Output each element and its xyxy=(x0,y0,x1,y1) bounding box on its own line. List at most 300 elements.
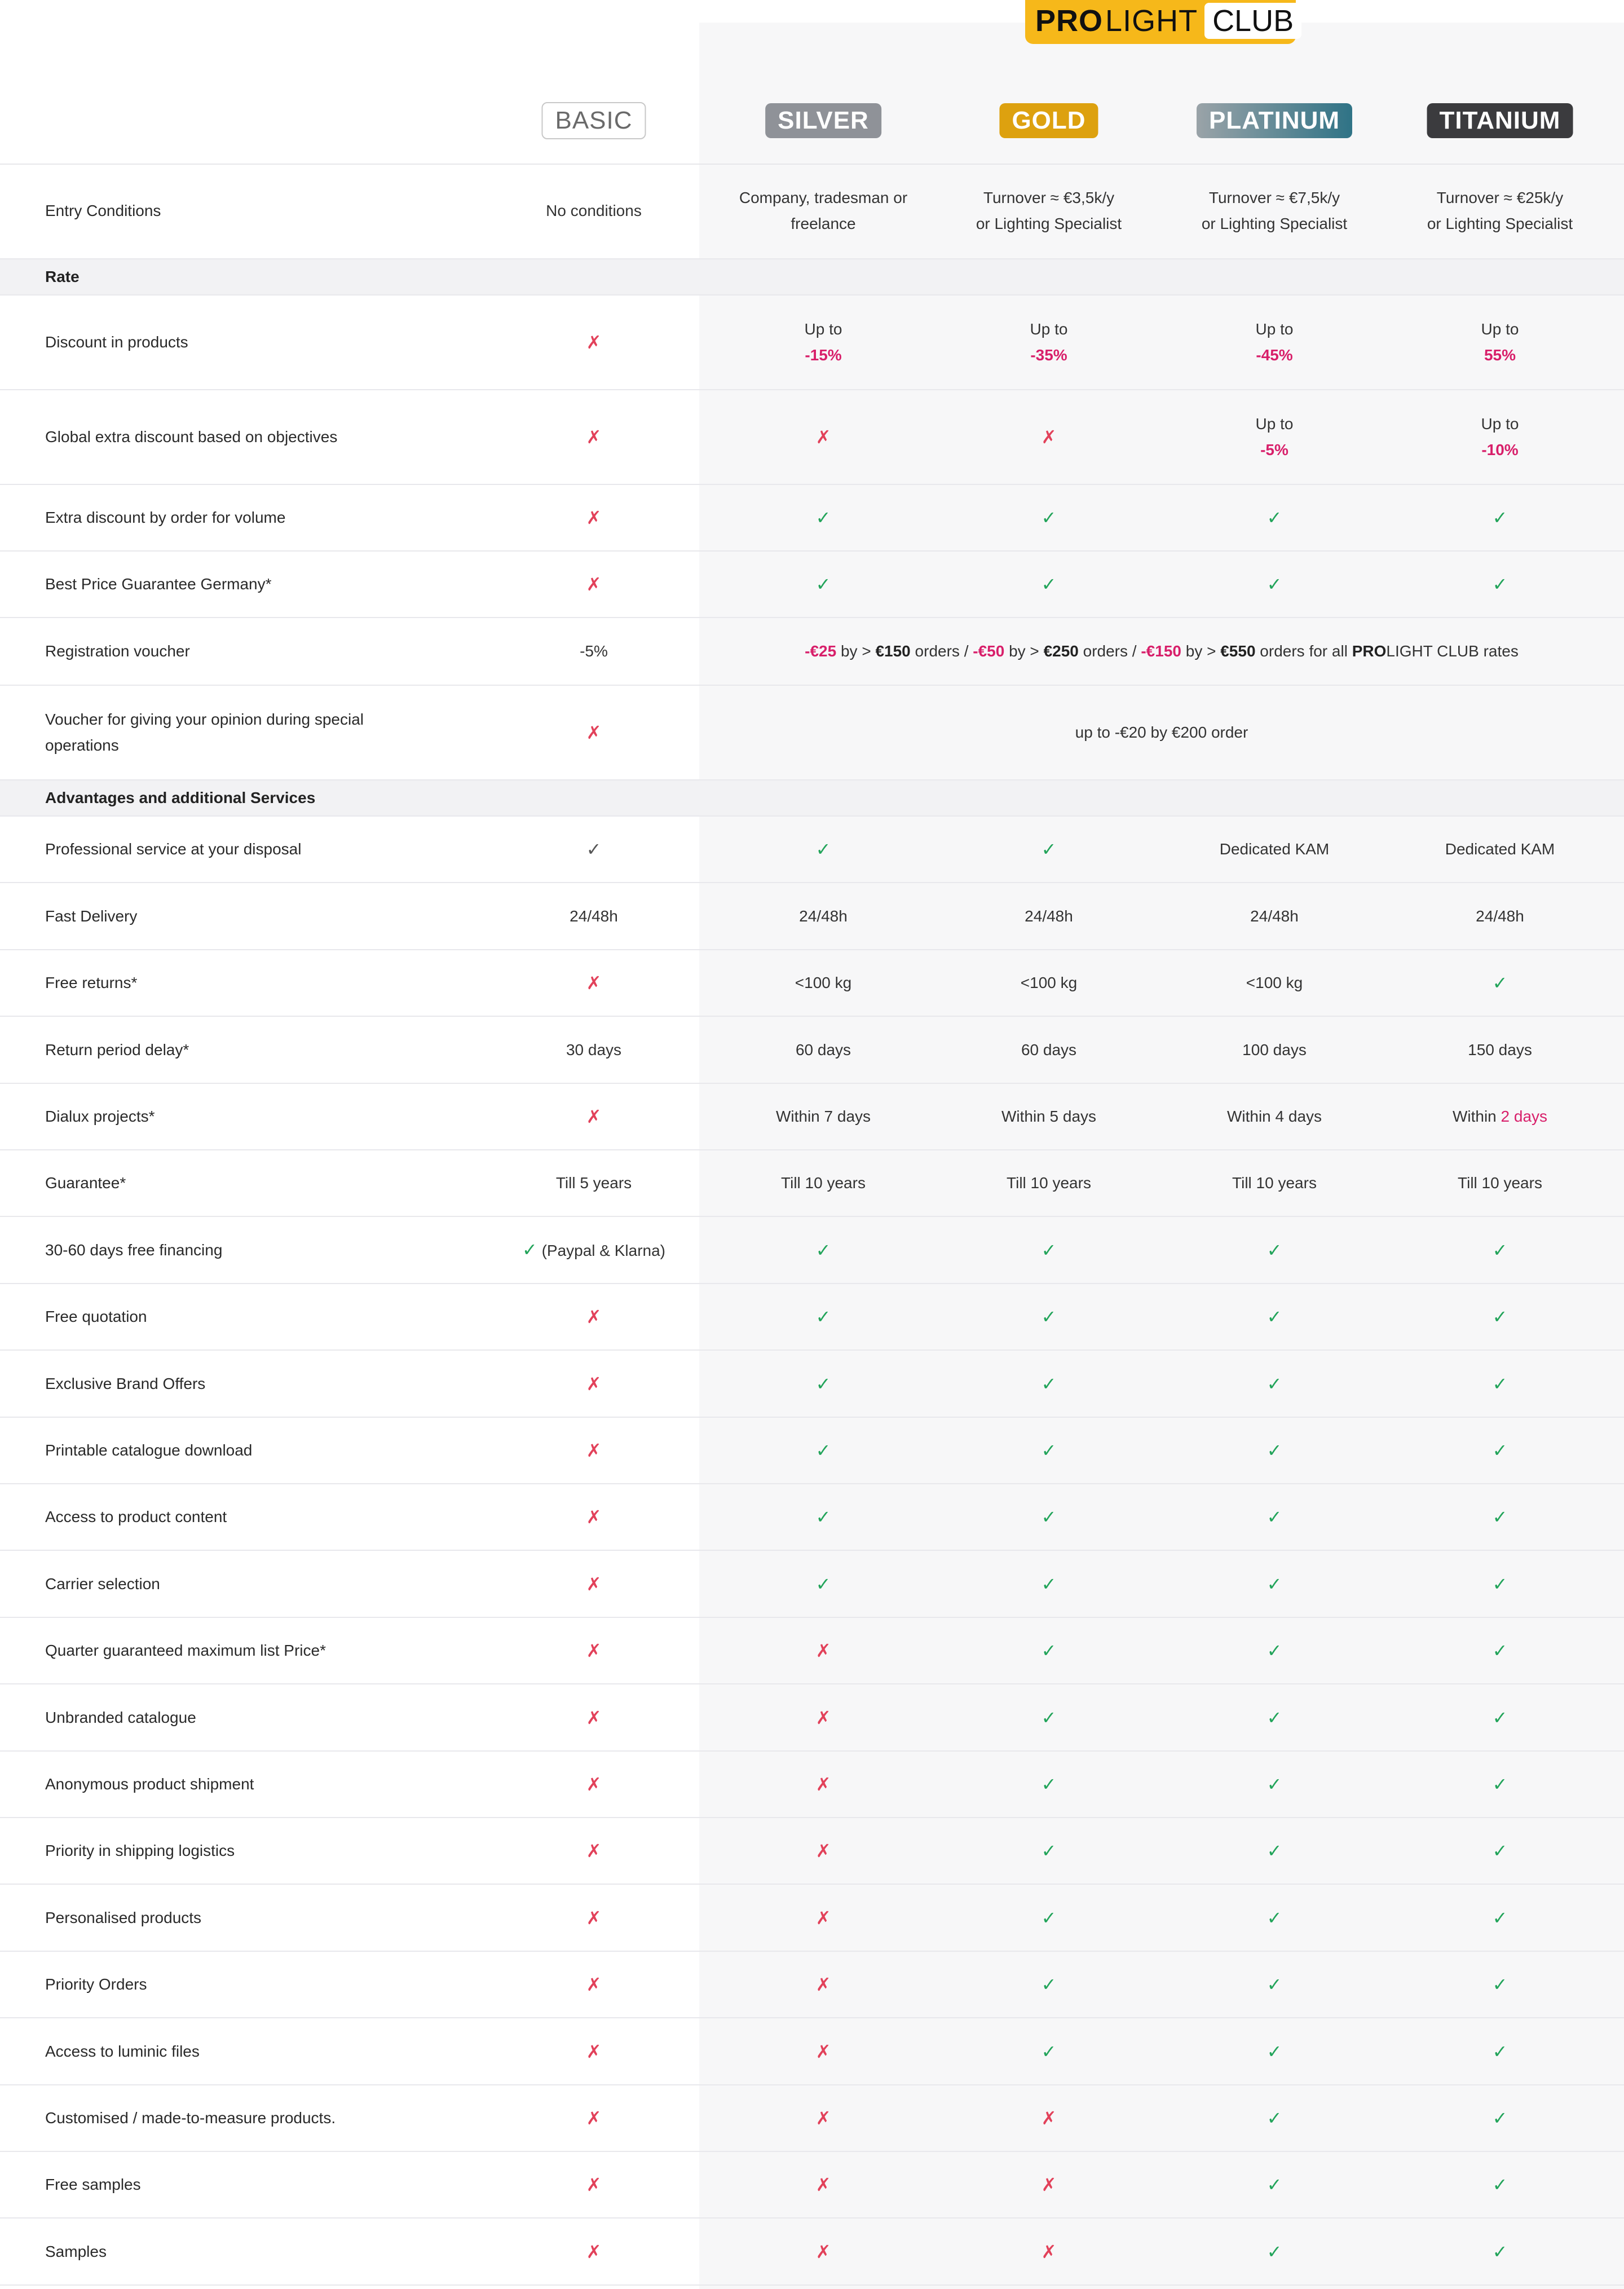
cell-gold xyxy=(939,1084,1159,1149)
cross-icon: ✗ xyxy=(815,2241,831,2262)
check-icon: ✓ xyxy=(1041,1907,1057,1928)
cell-value xyxy=(1021,970,1077,996)
cell-titanium xyxy=(1390,883,1610,949)
cross-icon: ✗ xyxy=(815,1707,831,1728)
cross-icon: ✗ xyxy=(1041,2108,1057,2128)
row-label: Registration voucher xyxy=(45,642,190,660)
check-icon: ✓ xyxy=(1266,508,1282,528)
cell-titanium xyxy=(1390,485,1610,550)
cell-silver xyxy=(713,1217,933,1283)
cell-basic xyxy=(484,2152,704,2217)
global-extra-row xyxy=(0,390,1624,485)
voucher-sep: orders / xyxy=(1078,642,1141,660)
cell-gold xyxy=(939,2219,1159,2284)
check-icon: ✓ xyxy=(1492,1373,1508,1394)
cross-icon: ✗ xyxy=(586,1707,602,1728)
cell-basic xyxy=(484,1752,704,1817)
cross-icon: ✗ xyxy=(1041,2175,1057,2195)
section-advantages-label: Advantages and additional Services xyxy=(45,789,316,806)
check-icon: ✓ xyxy=(1266,1774,1282,1794)
check-icon: ✓ xyxy=(1492,1307,1508,1327)
cell-text: Till 10 years xyxy=(1458,1174,1542,1192)
cell-platinum xyxy=(1164,1952,1384,2017)
tier-header-row xyxy=(0,0,1624,165)
up-to-text: Up to xyxy=(1481,320,1519,338)
row-label: Discount in products xyxy=(45,333,188,351)
entry-titanium-line1: Turnover ≈ €25k/y xyxy=(1436,189,1564,206)
cross-icon: ✗ xyxy=(815,1907,831,1928)
cell-platinum xyxy=(1164,1418,1384,1483)
row-label: Access to product content xyxy=(45,1508,227,1525)
cell-basic xyxy=(484,817,704,882)
discount-basic xyxy=(484,296,704,389)
check-icon: ✓ xyxy=(815,1440,831,1461)
cell-platinum xyxy=(1164,1284,1384,1349)
check-icon: ✓ xyxy=(1266,1507,1282,1527)
row-label: Access to luminic files xyxy=(45,2042,200,2060)
cell-value xyxy=(1453,1104,1547,1130)
check-icon: ✓ xyxy=(1041,1974,1057,1995)
feature-row xyxy=(0,1885,1624,1952)
check-icon: ✓ xyxy=(1492,1240,1508,1260)
cell-gold xyxy=(939,485,1159,550)
cell-text: 24/48h xyxy=(1250,907,1299,925)
check-icon: ✓ xyxy=(1492,1841,1508,1861)
cell-basic xyxy=(484,2219,704,2284)
cell-value xyxy=(570,903,618,929)
cell-basic xyxy=(484,1150,704,1216)
cell-basic xyxy=(484,552,704,617)
logo-club: CLUB xyxy=(1204,3,1301,39)
cell-value xyxy=(1025,903,1073,929)
voucher-pro: PRO xyxy=(1352,642,1387,660)
check-icon: ✓ xyxy=(1266,574,1282,594)
cell-text: Till 5 years xyxy=(555,1174,632,1192)
check-icon: ✓ xyxy=(1492,1507,1508,1527)
cell-titanium xyxy=(1390,950,1610,1016)
cross-icon: ✗ xyxy=(586,2175,602,2195)
cross-icon: ✗ xyxy=(586,1640,602,1661)
cell-text: 24/48h xyxy=(799,907,848,925)
tier-titanium-badge: TITANIUM xyxy=(1427,103,1573,138)
cell-basic xyxy=(484,1818,704,1884)
cell-platinum xyxy=(1164,950,1384,1016)
entry-conditions-row xyxy=(0,164,1624,259)
cell-value xyxy=(566,1037,621,1063)
cell-silver xyxy=(713,1952,933,2017)
feature-row xyxy=(0,1952,1624,2018)
row-label: Priority Orders xyxy=(45,1975,147,1993)
cell-gold xyxy=(939,2018,1159,2084)
opinion-label-line1: Voucher for giving your opinion during special xyxy=(45,711,364,728)
cell-gold xyxy=(939,1284,1159,1349)
cell-value xyxy=(1232,1170,1317,1196)
global-extra-basic xyxy=(484,390,704,484)
voucher-pro-club xyxy=(699,618,1624,685)
cell-text: <100 kg xyxy=(1020,974,1078,991)
voucher-order: €250 xyxy=(1043,642,1079,660)
feature-row xyxy=(0,2018,1624,2085)
cell-value xyxy=(1250,903,1299,929)
entry-basic xyxy=(484,164,704,258)
check-icon: ✓ xyxy=(1492,1707,1508,1728)
cell-silver xyxy=(713,2152,933,2217)
cross-icon: ✗ xyxy=(815,1640,831,1661)
discount-value: -5% xyxy=(1260,441,1288,458)
feature-row xyxy=(0,817,1624,883)
cell-value xyxy=(796,1037,851,1063)
cell-text: 60 days xyxy=(1021,1040,1077,1059)
row-label: Anonymous product shipment xyxy=(45,1775,254,1793)
row-label: Free quotation xyxy=(45,1308,147,1325)
cell-basic xyxy=(484,1885,704,1951)
feature-row xyxy=(0,1084,1624,1150)
cell-basic xyxy=(484,1017,704,1083)
cross-icon: ✗ xyxy=(586,332,602,352)
cross-icon: ✗ xyxy=(586,1907,602,1928)
check-icon: ✓ xyxy=(815,1373,831,1394)
cell-text: 24/48h xyxy=(1476,907,1524,925)
check-icon: ✓ xyxy=(1492,508,1508,528)
cell-text: Till 10 years xyxy=(781,1174,866,1192)
cell-silver xyxy=(713,552,933,617)
row-label: Samples xyxy=(45,2242,107,2260)
check-icon: ✓ xyxy=(1492,574,1508,594)
cross-icon: ✗ xyxy=(1041,2241,1057,2262)
cell-value xyxy=(1021,1037,1076,1063)
row-label: Guarantee* xyxy=(45,1174,126,1192)
up-to-text: Up to xyxy=(1255,415,1294,433)
cell-text: 24/48h xyxy=(570,907,618,925)
cell-platinum xyxy=(1164,1885,1384,1951)
cross-icon: ✗ xyxy=(586,427,602,447)
check-icon: ✓ xyxy=(1041,1707,1057,1728)
check-icon: ✓ xyxy=(1266,2041,1282,2062)
row-label: 30-60 days free financing xyxy=(45,1241,223,1259)
entry-platinum xyxy=(1164,164,1384,258)
entry-platinum-line2: or Lighting Specialist xyxy=(1201,215,1348,232)
voucher-by: by > xyxy=(836,642,876,660)
entry-titanium-line2: or Lighting Specialist xyxy=(1427,215,1573,232)
cell-platinum xyxy=(1164,1752,1384,1817)
discount-row xyxy=(0,296,1624,390)
tier-basic-badge: BASIC xyxy=(541,102,646,139)
cell-text: <100 kg xyxy=(795,974,852,991)
voucher-basic-value: -5% xyxy=(580,642,608,660)
check-icon: ✓ xyxy=(1041,839,1057,859)
check-icon: ✓ xyxy=(1266,1573,1282,1594)
row-label: Global extra discount based on objectives xyxy=(45,428,338,446)
feature-row xyxy=(0,1484,1624,1551)
check-icon: ✓ xyxy=(1041,508,1057,528)
check-icon: ✓ xyxy=(1041,1307,1057,1327)
cell-value xyxy=(1458,1170,1542,1196)
cell-titanium xyxy=(1390,2085,1610,2151)
cell-basic xyxy=(484,1551,704,1617)
cell-platinum xyxy=(1164,883,1384,949)
cell-value xyxy=(781,1170,866,1196)
row-label: Unbranded catalogue xyxy=(45,1708,196,1726)
row-label: Customised / made-to-measure products. xyxy=(45,2109,336,2127)
row-label: Return period delay* xyxy=(45,1040,189,1059)
check-icon: ✓ xyxy=(1041,1507,1057,1527)
voucher-sep: orders / xyxy=(910,642,973,660)
logo-pro: PRO xyxy=(1035,4,1104,38)
financing-note: (Paypal & Klarna) xyxy=(537,1241,666,1259)
feature-row xyxy=(0,1217,1624,1284)
entry-titanium xyxy=(1390,164,1610,258)
cell-platinum xyxy=(1164,1684,1384,1750)
cross-icon: ✗ xyxy=(586,2041,602,2062)
feature-row xyxy=(0,2085,1624,2152)
cell-text: Within xyxy=(1452,1108,1501,1125)
cell-gold xyxy=(939,1885,1159,1951)
cell-gold xyxy=(939,1484,1159,1550)
cell-basic xyxy=(484,950,704,1016)
voucher-amount: -€25 xyxy=(805,642,837,660)
cross-icon: ✗ xyxy=(815,2041,831,2062)
feature-row xyxy=(0,1551,1624,1618)
cross-icon: ✗ xyxy=(815,1841,831,1861)
entry-gold-line2: or Lighting Specialist xyxy=(976,215,1122,232)
cell-platinum xyxy=(1164,1084,1384,1149)
feature-row xyxy=(0,1818,1624,1885)
entry-platinum-line1: Turnover ≈ €7,5k/y xyxy=(1208,189,1340,206)
opinion-voucher-row xyxy=(0,686,1624,780)
cell-titanium xyxy=(1390,2152,1610,2217)
check-icon: ✓ xyxy=(1041,574,1057,594)
cell-gold xyxy=(939,1618,1159,1683)
row-label: Free returns* xyxy=(45,974,138,991)
cell-platinum xyxy=(1164,817,1384,882)
tier-gold-badge: GOLD xyxy=(999,103,1098,138)
cell-text: Within 4 days xyxy=(1226,1108,1322,1125)
cell-text: Dedicated KAM xyxy=(1445,840,1555,858)
up-to-text: Up to xyxy=(1030,320,1068,338)
cell-value xyxy=(1476,903,1524,929)
cell-titanium xyxy=(1390,1684,1610,1750)
row-label: Professional service at your disposal xyxy=(45,840,302,858)
cell-basic xyxy=(484,485,704,550)
opinion-basic xyxy=(484,686,704,779)
discount-value: -45% xyxy=(1256,346,1293,364)
feature-row xyxy=(0,1017,1624,1084)
check-icon: ✓ xyxy=(1492,1640,1508,1661)
opinion-pro-club xyxy=(699,686,1624,779)
check-icon: ✓ xyxy=(1266,1974,1282,1995)
cell-basic xyxy=(484,883,704,949)
cell-titanium xyxy=(1390,1885,1610,1951)
check-icon: ✓ xyxy=(815,508,831,528)
cell-value xyxy=(1246,970,1303,996)
check-icon: ✓ xyxy=(1041,1240,1057,1260)
cell-gold xyxy=(939,883,1159,949)
tier-platinum-badge: PLATINUM xyxy=(1197,103,1352,138)
check-icon: ✓ xyxy=(815,1507,831,1527)
check-icon: ✓ xyxy=(522,1239,537,1260)
cross-icon: ✗ xyxy=(815,1774,831,1794)
voucher-rest: LIGHT CLUB rates xyxy=(1386,642,1519,660)
check-icon: ✓ xyxy=(1266,2108,1282,2128)
discount-platinum xyxy=(1164,296,1384,389)
cell-gold xyxy=(939,1752,1159,1817)
cell-basic xyxy=(484,1217,704,1283)
cell-gold xyxy=(939,1351,1159,1417)
logo-light: LIGHT xyxy=(1105,4,1198,38)
feature-row xyxy=(0,1418,1624,1484)
row-label: Best Price Guarantee Germany* xyxy=(45,575,272,593)
cell-titanium xyxy=(1390,1284,1610,1349)
check-icon: ✓ xyxy=(1041,1841,1057,1861)
entry-basic-text: No conditions xyxy=(546,202,642,219)
entry-silver-line1: Company, tradesman or xyxy=(739,189,908,206)
check-icon: ✓ xyxy=(1266,1841,1282,1861)
cell-titanium xyxy=(1390,1217,1610,1283)
check-icon: ✓ xyxy=(1266,1640,1282,1661)
cell-basic xyxy=(484,1618,704,1683)
cross-icon: ✗ xyxy=(586,1507,602,1527)
entry-silver-line2: freelance xyxy=(791,215,856,232)
discount-value: -15% xyxy=(805,346,842,364)
cell-basic xyxy=(484,1484,704,1550)
feature-row xyxy=(0,1684,1624,1752)
cell-platinum xyxy=(1164,1217,1384,1283)
up-to-text: Up to xyxy=(1255,320,1294,338)
global-extra-silver xyxy=(713,390,933,484)
cell-silver xyxy=(713,2018,933,2084)
cell-silver xyxy=(713,1618,933,1683)
cross-icon: ✗ xyxy=(586,1974,602,1995)
cell-gold xyxy=(939,1952,1159,2017)
cell-gold xyxy=(939,1551,1159,1617)
cell-titanium xyxy=(1390,1150,1610,1216)
check-icon: ✓ xyxy=(1041,1373,1057,1394)
cell-platinum xyxy=(1164,2085,1384,2151)
row-label: Exclusive Brand Offers xyxy=(45,1374,206,1392)
registration-voucher-row xyxy=(0,618,1624,686)
cell-titanium xyxy=(1390,1818,1610,1884)
cell-silver xyxy=(713,2085,933,2151)
cell-titanium xyxy=(1390,552,1610,617)
cell-titanium xyxy=(1390,2219,1610,2284)
feature-row xyxy=(0,1150,1624,1217)
entry-gold xyxy=(939,164,1159,258)
cell-value xyxy=(1220,836,1330,862)
check-icon: ✓ xyxy=(1041,1640,1057,1661)
cell-titanium xyxy=(1390,1551,1610,1617)
cross-icon: ✗ xyxy=(586,1774,602,1794)
voucher-basic xyxy=(484,618,704,685)
cell-gold xyxy=(939,1150,1159,1216)
discount-gold xyxy=(939,296,1159,389)
discount-titanium xyxy=(1390,296,1610,389)
up-to-text: Up to xyxy=(804,320,842,338)
cross-icon: ✗ xyxy=(586,722,602,743)
check-icon: ✓ xyxy=(1492,1907,1508,1928)
cross-icon: ✗ xyxy=(586,1307,602,1327)
cell-value xyxy=(776,1104,871,1130)
check-icon: ✓ xyxy=(1492,1974,1508,1995)
cell-platinum xyxy=(1164,2219,1384,2284)
cell-titanium xyxy=(1390,1618,1610,1683)
cell-text: Till 10 years xyxy=(1007,1174,1091,1192)
feature-row xyxy=(0,1284,1624,1351)
row-label: Carrier selection xyxy=(45,1574,160,1593)
cell-silver xyxy=(713,1818,933,1884)
cell-platinum xyxy=(1164,485,1384,550)
cross-icon: ✗ xyxy=(815,2108,831,2128)
cell-value xyxy=(1242,1037,1307,1063)
cell-gold xyxy=(939,2085,1159,2151)
cell-value xyxy=(1227,1104,1322,1130)
cell-text: Dedicated KAM xyxy=(1219,840,1330,858)
check-icon: ✓ xyxy=(1266,2241,1282,2262)
discount-value: 55% xyxy=(1484,346,1516,364)
check-icon: ✓ xyxy=(1492,2241,1508,2262)
check-icon: ✓ xyxy=(1041,1440,1057,1461)
check-icon: ✓ xyxy=(1266,1907,1282,1928)
cell-platinum xyxy=(1164,1618,1384,1683)
cross-icon: ✗ xyxy=(586,1573,602,1594)
check-icon: ✓ xyxy=(1492,1440,1508,1461)
cell-platinum xyxy=(1164,1150,1384,1216)
cell-silver xyxy=(713,1551,933,1617)
voucher-sep: orders for all xyxy=(1255,642,1352,660)
discount-value: -10% xyxy=(1481,441,1519,458)
cell-platinum xyxy=(1164,1484,1384,1550)
row-label: Entry Conditions xyxy=(45,202,161,219)
cell-value xyxy=(556,1170,632,1196)
cell-titanium xyxy=(1390,1418,1610,1483)
entry-gold-line1: Turnover ≈ €3,5k/y xyxy=(983,189,1115,206)
cell-value xyxy=(799,903,848,929)
cell-value xyxy=(1468,1037,1532,1063)
tier-silver-badge: SILVER xyxy=(765,103,881,138)
cell-platinum xyxy=(1164,2152,1384,2217)
feature-row xyxy=(0,1351,1624,1418)
check-icon: ✓ xyxy=(815,839,831,859)
cell-titanium xyxy=(1390,817,1610,882)
cross-icon: ✗ xyxy=(586,1440,602,1461)
cell-silver xyxy=(713,1284,933,1349)
cell-basic xyxy=(484,1084,704,1149)
cell-silver xyxy=(713,1351,933,1417)
check-icon: ✓ xyxy=(1492,1573,1508,1594)
global-extra-titanium xyxy=(1390,390,1610,484)
cell-titanium xyxy=(1390,1952,1610,2017)
cell-silver xyxy=(713,883,933,949)
check-icon: ✓ xyxy=(1266,1707,1282,1728)
check-icon: ✓ xyxy=(1041,2041,1057,2062)
cell-basic xyxy=(484,1351,704,1417)
cell-text: 60 days xyxy=(795,1040,851,1059)
cell-titanium xyxy=(1390,1084,1610,1149)
feature-row xyxy=(0,552,1624,618)
cell-basic xyxy=(484,2018,704,2084)
cell-titanium xyxy=(1390,1752,1610,1817)
check-icon: ✓ xyxy=(815,574,831,594)
feature-row xyxy=(0,1752,1624,1818)
voucher-by: by > xyxy=(1004,642,1044,660)
check-icon: ✓ xyxy=(1492,1774,1508,1794)
check-icon: ✓ xyxy=(1492,2108,1508,2128)
cell-gold xyxy=(939,950,1159,1016)
cell-silver xyxy=(713,1150,933,1216)
cell-platinum xyxy=(1164,1551,1384,1617)
feature-row xyxy=(0,883,1624,950)
cell-titanium xyxy=(1390,1017,1610,1083)
cell-silver xyxy=(713,485,933,550)
